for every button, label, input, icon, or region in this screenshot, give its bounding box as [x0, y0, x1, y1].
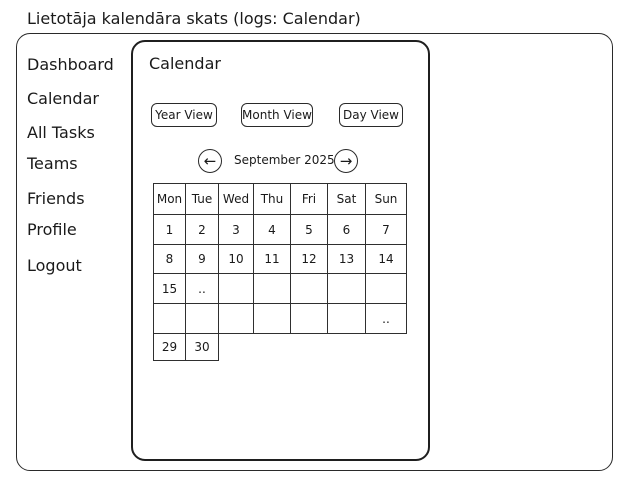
- day-cell[interactable]: 10: [218, 244, 254, 274]
- day-cell[interactable]: 30: [185, 333, 219, 361]
- sidebar-item-calendar[interactable]: Calendar: [27, 89, 99, 108]
- weekday-header: Wed: [218, 183, 254, 215]
- weekday-header: Thu: [253, 183, 291, 215]
- weekday-header: Mon: [153, 183, 186, 215]
- day-view-button[interactable]: Day View: [339, 103, 403, 127]
- day-cell[interactable]: 11: [253, 244, 291, 274]
- month-view-button[interactable]: Month View: [241, 103, 313, 127]
- weekday-header: Sat: [327, 183, 366, 215]
- day-cell[interactable]: 4: [253, 214, 291, 245]
- sidebar-item-all-tasks[interactable]: All Tasks: [27, 123, 95, 142]
- day-cell[interactable]: [327, 273, 366, 304]
- sidebar-item-logout[interactable]: Logout: [27, 256, 82, 275]
- next-month-button[interactable]: [334, 149, 358, 173]
- day-cell[interactable]: 9: [185, 244, 219, 274]
- day-cell[interactable]: 8: [153, 244, 186, 274]
- day-cell[interactable]: 12: [290, 244, 328, 274]
- day-cell[interactable]: [253, 273, 291, 304]
- arrow-left-icon: ←: [203, 151, 217, 170]
- day-cell[interactable]: [185, 303, 219, 334]
- day-cell[interactable]: [327, 303, 366, 334]
- day-cell[interactable]: 29: [153, 333, 186, 361]
- day-cell[interactable]: 13: [327, 244, 366, 274]
- prev-month-button[interactable]: [198, 149, 222, 173]
- day-cell[interactable]: 14: [365, 244, 407, 274]
- day-cell[interactable]: [365, 273, 407, 304]
- sidebar-item-friends[interactable]: Friends: [27, 189, 85, 208]
- day-cell[interactable]: [290, 303, 328, 334]
- sidebar-item-teams[interactable]: Teams: [27, 154, 78, 173]
- page-title: Lietotāja kalendāra skats (logs: Calendar): [27, 9, 361, 28]
- weekday-header: Fri: [290, 183, 328, 215]
- day-cell[interactable]: 6: [327, 214, 366, 245]
- weekday-header: Tue: [185, 183, 219, 215]
- weekday-header: Sun: [365, 183, 407, 215]
- sidebar-item-profile[interactable]: Profile: [27, 220, 77, 239]
- sidebar-item-dashboard[interactable]: Dashboard: [27, 55, 114, 74]
- day-cell[interactable]: [218, 273, 254, 304]
- day-cell[interactable]: 3: [218, 214, 254, 245]
- month-label: September 2025: [234, 153, 335, 167]
- arrow-right-icon: →: [339, 151, 353, 170]
- year-view-button[interactable]: Year View: [151, 103, 217, 127]
- day-cell[interactable]: ..: [185, 273, 219, 304]
- day-cell[interactable]: ..: [365, 303, 407, 334]
- day-cell[interactable]: 5: [290, 214, 328, 245]
- day-cell[interactable]: 7: [365, 214, 407, 245]
- day-cell[interactable]: [290, 273, 328, 304]
- day-cell[interactable]: [153, 303, 186, 334]
- calendar-title: Calendar: [149, 54, 221, 73]
- day-cell[interactable]: 2: [185, 214, 219, 245]
- day-cell[interactable]: 15: [153, 273, 186, 304]
- day-cell[interactable]: 1: [153, 214, 186, 245]
- day-cell[interactable]: [253, 303, 291, 334]
- day-cell[interactable]: [218, 303, 254, 334]
